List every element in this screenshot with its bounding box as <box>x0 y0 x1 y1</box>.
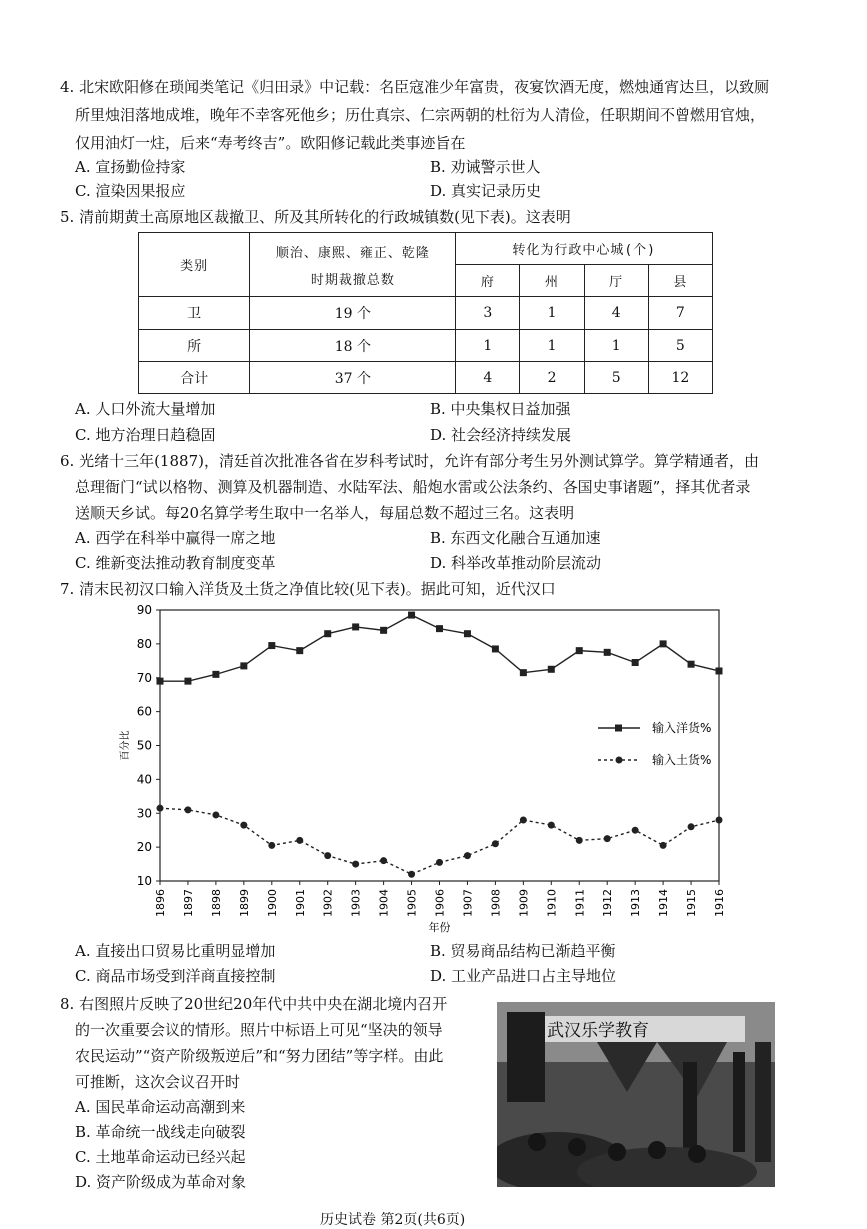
table-cell: 1 <box>520 297 584 330</box>
data-point-square <box>240 662 247 669</box>
q8-stem-line-1: 8. 右图照片反映了20世纪20年代中共中央在湖北境内召开 <box>60 995 448 1013</box>
table-cell: 5 <box>584 362 648 394</box>
y-tick-label: 20 <box>136 840 152 855</box>
q7-option-c[interactable]: C. 商品市场受到洋商直接控制 <box>75 967 276 985</box>
x-tick-label: 1897 <box>181 889 195 917</box>
q8-option-b[interactable]: B. 革命统一战线走向破裂 <box>75 1123 246 1141</box>
plot-frame <box>160 610 719 881</box>
data-point-circle <box>576 837 583 844</box>
q8-stem-line-3: 农民运动”“资产阶级叛逆后”和“努力团结”等字样。由此 <box>75 1047 444 1065</box>
y-tick-label: 40 <box>136 772 152 787</box>
q8-option-d[interactable]: D. 资产阶级成为革命对象 <box>75 1173 247 1191</box>
x-tick-label: 1904 <box>377 889 391 917</box>
legend-label: 输入土货% <box>652 753 712 767</box>
q6-option-c[interactable]: C. 维新变法推动教育制度变革 <box>75 554 276 572</box>
table-cell: 12 <box>648 362 712 394</box>
q8-stem-line-2: 的一次重要会议的情形。照片中标语上可见“坚决的领导 <box>75 1021 443 1039</box>
table-cell: 1 <box>456 330 520 362</box>
data-point-circle <box>436 859 443 866</box>
q6-option-d[interactable]: D. 科举改革推动阶层流动 <box>430 554 602 572</box>
y-tick-label: 60 <box>136 704 152 719</box>
data-point-square <box>688 661 695 668</box>
data-point-circle <box>212 811 219 818</box>
table-row <box>139 362 713 394</box>
y-tick-label: 80 <box>136 636 152 651</box>
data-point-circle <box>352 861 359 868</box>
q4-option-a[interactable]: A. 宣扬勤俭持家 <box>75 158 186 176</box>
data-point-circle <box>604 835 611 842</box>
data-point-circle <box>632 827 639 834</box>
x-tick-label: 1908 <box>489 889 503 917</box>
table-cell: 18 个 <box>250 330 456 362</box>
q6-stem-line-3: 送顺天乡试。每20名算学考生取中一名举人，每届总数不超过三名。这表明 <box>75 504 575 522</box>
data-point-circle <box>688 823 695 830</box>
q5-header-ting: 厅 <box>584 265 648 297</box>
data-point-square <box>660 640 667 647</box>
data-point-square <box>632 659 639 666</box>
q4-option-d[interactable]: D. 真实记录历史 <box>430 182 542 200</box>
data-point-square <box>157 678 164 685</box>
x-tick-label: 1900 <box>265 889 279 917</box>
q6-stem-line-2: 总理衙门“试以格物、测算及机器制造、水陆军法、船炮水雷或公法条约、各国史事诸题”，择其优者录 <box>75 478 751 496</box>
x-tick-label: 1903 <box>349 889 363 917</box>
q5-header-period-line-2: 时期裁撤总数 <box>310 272 395 288</box>
table-cell: 37 个 <box>250 362 456 394</box>
table-cell: 合计 <box>139 362 250 394</box>
x-tick-label: 1898 <box>209 889 223 917</box>
chart-legend <box>598 720 711 767</box>
y-tick-label: 50 <box>136 738 152 753</box>
table-cell: 1 <box>584 330 648 362</box>
q5-option-b[interactable]: B. 中央集权日益加强 <box>430 400 571 418</box>
data-point-circle <box>296 837 303 844</box>
y-tick-label: 10 <box>136 874 152 888</box>
q8-meeting-photo <box>497 1002 775 1187</box>
data-point-square <box>184 678 191 685</box>
table-row <box>139 297 713 330</box>
x-tick-label: 1912 <box>601 889 615 917</box>
data-point-square <box>296 647 303 654</box>
data-point-square <box>520 669 527 676</box>
q7-stem: 7. 清末民初汉口输入洋货及土货之净值比较(见下表)。据此可知，近代汉口 <box>60 580 556 598</box>
legend-marker-circle <box>616 757 623 764</box>
data-point-circle <box>157 805 164 812</box>
q7-option-a[interactable]: A. 直接出口贸易比重明显增加 <box>75 942 276 960</box>
data-point-circle <box>268 842 275 849</box>
data-point-circle <box>408 871 415 878</box>
q8-stem-line-4: 可推断，这次会议召开时 <box>75 1073 241 1091</box>
q6-option-a[interactable]: A. 西学在科举中赢得一席之地 <box>75 529 276 547</box>
q7-line-chart <box>110 600 750 940</box>
data-point-circle <box>660 842 667 849</box>
x-tick-label: 1905 <box>405 889 419 917</box>
q6-option-b[interactable]: B. 东西文化融合互通加速 <box>430 529 601 547</box>
data-point-square <box>408 612 415 619</box>
q4-option-c[interactable]: C. 渲染因果报应 <box>75 182 186 200</box>
x-tick-label: 1913 <box>629 889 643 917</box>
data-point-circle <box>548 822 555 829</box>
data-point-circle <box>240 822 247 829</box>
q5-option-d[interactable]: D. 社会经济持续发展 <box>430 426 572 444</box>
data-point-circle <box>324 852 331 859</box>
q5-stem: 5. 清前期黄土高原地区裁撤卫、所及其所转化的行政城镇数(见下表)。这表明 <box>60 208 571 226</box>
data-point-square <box>352 623 359 630</box>
data-point-square <box>492 645 499 652</box>
table-cell: 7 <box>648 297 712 330</box>
q7-option-b[interactable]: B. 贸易商品结构已渐趋平衡 <box>430 942 616 960</box>
chart-axes <box>118 603 726 934</box>
data-point-square <box>548 666 555 673</box>
table-cell: 2 <box>520 362 584 394</box>
data-point-square <box>268 642 275 649</box>
data-point-square <box>212 671 219 678</box>
x-tick-label: 1915 <box>685 889 699 917</box>
q4-stem-line-2: 所里烛泪落地成堆，晚年不幸客死他乡；历仕真宗、仁宗两朝的杜衍为人清俭，任职期间不曾燃用官烛， <box>75 106 766 124</box>
q5-header-convert: 转化为行政中心城(个) <box>456 233 713 265</box>
legend-marker-square <box>615 725 622 732</box>
data-point-circle <box>716 817 723 824</box>
series-line-1 <box>160 615 719 681</box>
x-tick-label: 1916 <box>713 889 726 917</box>
table-cell: 3 <box>456 297 520 330</box>
q6-stem-line-1: 6. 光绪十三年(1887)，清廷首次批准各省在岁科考试时，允许有部分考生另外测试算学。算学精通者，由 <box>60 452 759 470</box>
table-cell: 卫 <box>139 297 250 330</box>
x-tick-label: 1901 <box>293 889 307 917</box>
y-axis-label: 百分比 <box>120 730 131 761</box>
x-tick-label: 1914 <box>657 889 671 917</box>
data-point-square <box>576 647 583 654</box>
x-tick-label: 1909 <box>517 889 531 917</box>
x-tick-label: 1902 <box>321 889 335 917</box>
table-cell: 4 <box>456 362 520 394</box>
table-cell: 4 <box>584 297 648 330</box>
x-tick-label: 1906 <box>433 889 447 917</box>
x-tick-label: 1896 <box>154 889 167 917</box>
q5-header-period <box>250 233 456 297</box>
q5-option-a[interactable]: A. 人口外流大量增加 <box>75 400 216 418</box>
y-tick-label: 30 <box>136 806 152 821</box>
q7-option-d[interactable]: D. 工业产品进口占主导地位 <box>430 967 617 985</box>
data-point-circle <box>184 806 191 813</box>
q5-header-zhou: 州 <box>520 265 584 297</box>
chart-series <box>157 612 723 878</box>
data-point-square <box>324 630 331 637</box>
data-point-square <box>604 649 611 656</box>
data-point-square <box>380 627 387 634</box>
page-footer: 历史试卷 第2页(共6页) <box>320 1212 466 1228</box>
data-point-square <box>436 625 443 632</box>
q4-option-b[interactable]: B. 劝诫警示世人 <box>430 158 541 176</box>
q5-header-fu: 府 <box>456 265 520 297</box>
photo-banner-text: 武汉乐学教育 <box>547 1021 649 1041</box>
q4-stem-line-3: 仅用油灯一炷，后来“寿考终吉”。欧阳修记载此类事迹旨在 <box>75 134 466 152</box>
table-cell: 1 <box>520 330 584 362</box>
data-point-circle <box>520 817 527 824</box>
q5-header-period-line-1: 顺治、康熙、雍正、乾隆 <box>275 245 430 261</box>
y-tick-label: 70 <box>136 670 152 685</box>
x-tick-label: 1899 <box>237 889 251 917</box>
q5-option-c[interactable]: C. 地方治理日趋稳固 <box>75 426 216 444</box>
q5-header-category: 类别 <box>139 233 250 297</box>
q5-header-xian: 县 <box>648 265 712 297</box>
q4-stem-line-1: 4. 北宋欧阳修在琐闻类笔记《归田录》中记载：名臣寇准少年富贵，夜宴饮酒无度，燃烛通宵达旦，以致厕 <box>60 78 770 96</box>
q8-option-c[interactable]: C. 土地革命运动已经兴起 <box>75 1148 246 1166</box>
x-tick-label: 1907 <box>461 889 475 917</box>
table-cell: 5 <box>648 330 712 362</box>
data-point-circle <box>464 852 471 859</box>
data-point-square <box>464 630 471 637</box>
table-cell: 所 <box>139 330 250 362</box>
q5-table <box>138 232 713 394</box>
legend-label: 输入洋货% <box>652 721 712 735</box>
data-point-circle <box>492 840 499 847</box>
x-tick-label: 1910 <box>545 889 559 917</box>
x-axis-label: 年份 <box>428 921 451 934</box>
y-tick-label: 90 <box>136 603 152 617</box>
table-row <box>139 330 713 362</box>
x-tick-label: 1911 <box>573 889 587 917</box>
data-point-circle <box>380 857 387 864</box>
data-point-square <box>716 667 723 674</box>
q8-option-a[interactable]: A. 国民革命运动高潮到来 <box>75 1098 246 1116</box>
table-cell: 19 个 <box>250 297 456 330</box>
